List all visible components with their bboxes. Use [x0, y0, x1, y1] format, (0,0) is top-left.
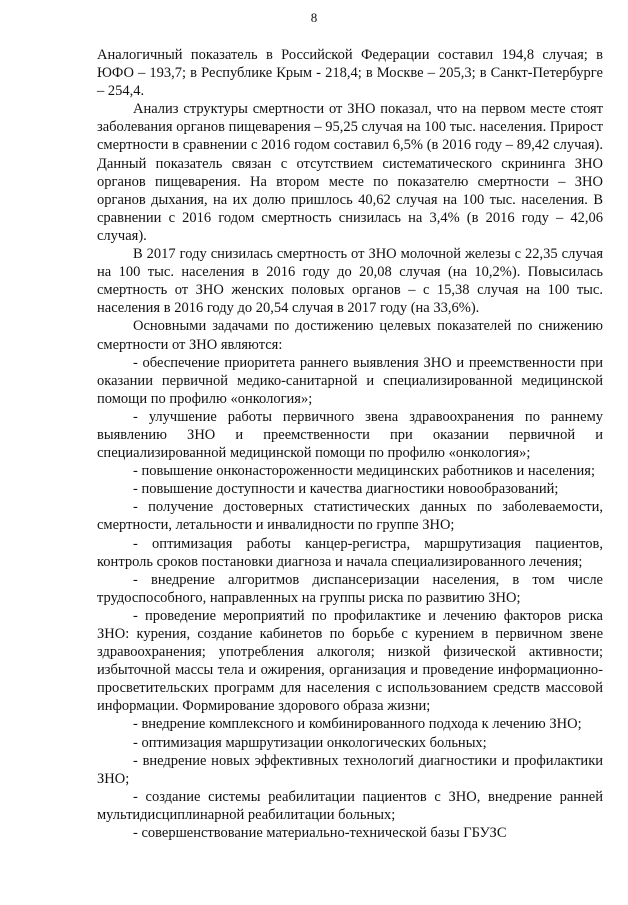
- list-item-combined-treatment: - внедрение комплексного и комбинированного подхода к лечению ЗНО;: [133, 716, 582, 733]
- list-item-early-detection: - обеспечение приоритета раннего выявления ЗНО и преемственности при оказании первичной медико-санитарной и специализированной медицинской помощи по профилю «онкология»;: [97, 354, 603, 407]
- list-item-new-technologies: - внедрение новых эффективных технологий диагностики и профилактики ЗНО;: [97, 752, 603, 787]
- list-item-oncology-awareness: - повышение онконастороженности медицинских работников и населения;: [133, 463, 595, 480]
- list-item-rehabilitation: - создание системы реабилитации пациентов с ЗНО, внедрение ранней мультидисциплинарной реабилитации больных;: [97, 788, 603, 823]
- list-item-screening-algorithms: - внедрение алгоритмов диспансеризации населения, в том числе трудоспособного, направленных на группы риска по развитию ЗНО;: [97, 571, 603, 606]
- paragraph-main-tasks-intro: Основными задачами по достижению целевых показателей по снижению смертности от ЗНО являются:: [97, 318, 603, 353]
- list-item-material-base: - совершенствование материально-технической базы ГБУЗС: [133, 825, 507, 842]
- list-item-primary-care: - улучшение работы первичного звена здравоохранения по раннему выявлению ЗНО и преемственности при оказании первичной и специализированной медицинской помощи по профилю «онкология»;: [97, 408, 603, 462]
- list-item-cancer-registry: - оптимизация работы канцер-регистра, маршрутизация пациентов, контроль сроков постановки диагноза и начала специализированного лечения;: [97, 535, 603, 570]
- list-item-statistics: - получение достоверных статистических данных по заболеваемости, смертности, летальности и инвалидности по группе ЗНО;: [97, 499, 603, 534]
- list-item-risk-factors: - проведение мероприятий по профилактике и лечению факторов риска ЗНО: курения, создание кабинетов по борьбе с курением в первичном звене здравоохранения; употребления алкоголя; низкой физической активности; избыточной массы тела и ожирения, организация и проведение информационно-просветительских программ для населения с использованием средств массовой информации. Формирование здорового образа жизни;: [97, 607, 603, 715]
- page-number: 8: [310, 10, 318, 25]
- paragraph-rf-indicator: Аналогичный показатель в Российской Федерации составил 194,8 случая; в ЮФО – 193,7; в Республике Крым - 218,4; в Москве – 205,3; в Санкт-Петербурге – 254,4.: [97, 47, 603, 100]
- body-text: [97, 46, 603, 842]
- list-item-patient-routing: - оптимизация маршрутизации онкологических больных;: [133, 734, 487, 751]
- list-item-diagnostics-access: - повышение доступности и качества диагностики новообразований;: [133, 481, 559, 498]
- paragraph-mortality-structure: Анализ структуры смертности от ЗНО показал, что на первом месте стоят заболевания органов пищеварения – 95,25 случая на 100 тыс. населения. Прирост смертности в сравнении с 2016 годом составил 6,5% (в 2016 году – 89,42 случая). Данный показатель связан с отсутствием систематического скрининга ЗНО органов пищеварения. На втором месте по показателю смертности – ЗНО органов дыхания, на их долю пришлось 40,62 случая на 100 тыс. населения. В сравнении с 2016 годом смертность снизилась на 3,4% (в 2016 году – 42,06 случая).: [97, 101, 603, 244]
- paragraph-breast-cancer-mortality: В 2017 году снизилась смертность от ЗНО молочной железы с 22,35 случая на 100 тыс. населения в 2016 году до 20,08 случая (на 10,2%). Повысилась смертность от ЗНО женских половых органов – с 15,38 случая на 100 тыс. населения в 2016 году до 20,54 случая в 2017 году (на 33,6%).: [97, 246, 603, 317]
